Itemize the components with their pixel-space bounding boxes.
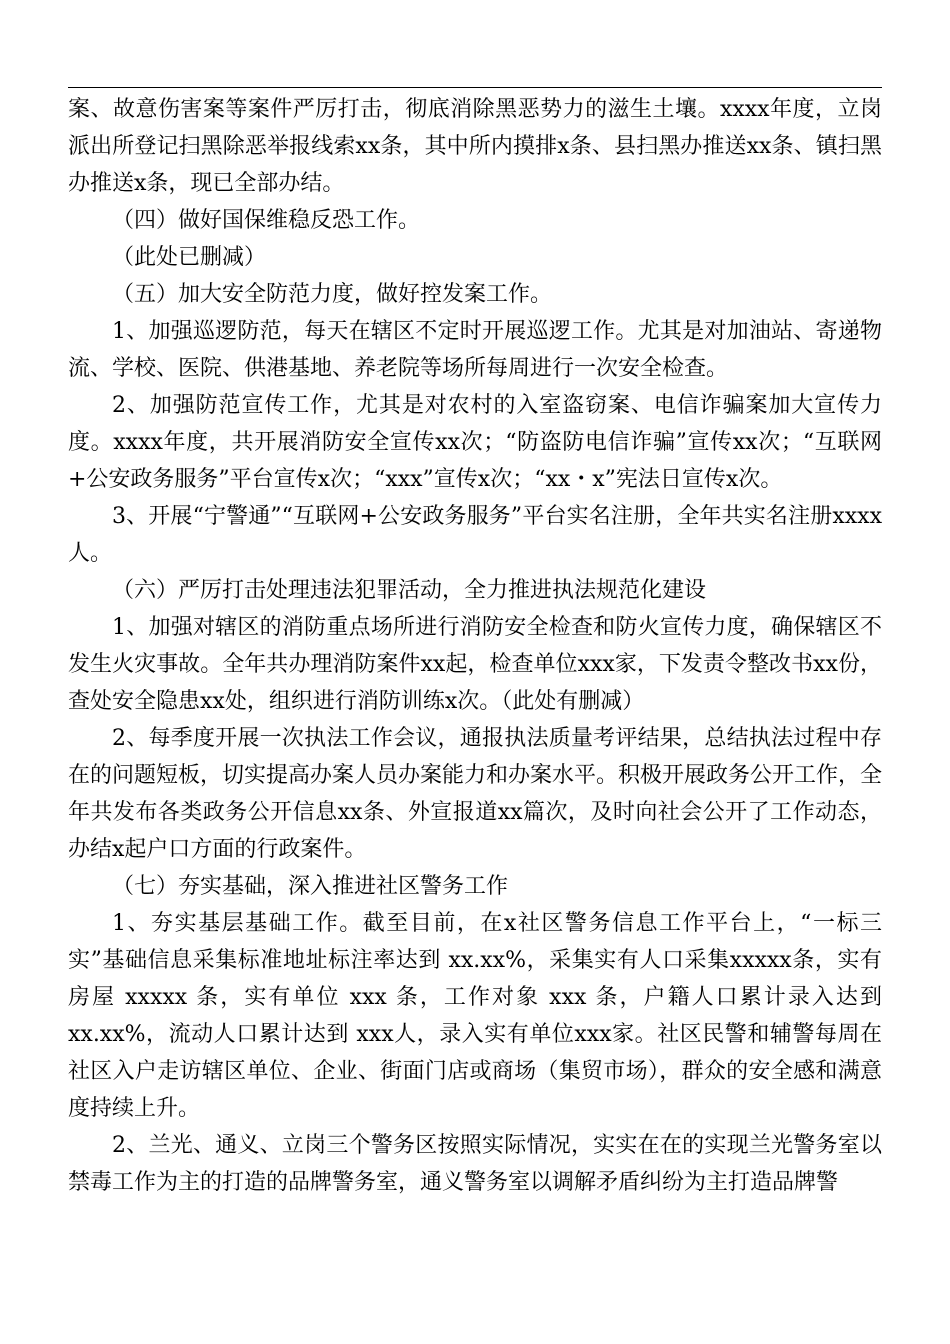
paragraph-5-1: 1、加强巡逻防范，每天在辖区不定时开展巡逻工作。尤其是对加油站、寄递物流、学校、医院、供港基地、养老院等场所每周进行一次安全检查。 <box>68 319 882 381</box>
paragraph-5-2: 2、加强防范宣传工作，尤其是对农村的入室盗窃案、电信诈骗案加大宣传力度。xxxx年度，共开展消防安全宣传xx次；“防盗防电信诈骗”宣传xx次；“互联网+公安政务服务”平台宣传x次；“xxx”宣传x次；“xx・x”宪法日宣传x次。 <box>68 393 882 492</box>
document-body <box>68 91 882 1201</box>
paragraph-7-2: 2、兰光、通义、立岗三个警务区按照实际情况，实实在在的实现兰光警务室以禁毒工作为主的打造的品牌警务室，通义警务室以调解矛盾纠纷为主打造品牌警 <box>68 1133 882 1195</box>
section-heading-5: （五）加大安全防范力度，做好控发案工作。 <box>112 282 553 307</box>
paragraph-7-1: 1、夯实基层基础工作。截至目前，在x社区警务信息工作平台上，“一标三实”基础信息采集标准地址标注率达到 xx.xx%，采集实有人口采集xxxxx条，实有房屋 xxxxx 条，实有单位 xxx 条，工作对象 xxx 条，户籍人口累计录入达到xx.xx%，流动人口累计达到 xxx人，录入实有单位xxx家。社区民警和辅警每周在社区入户走访辖区单位、企业、街面门店或商场（集贸市场），群众的安全感和满意度持续上升。 <box>68 911 882 1121</box>
section-heading-7: （七）夯实基础，深入推进社区警务工作 <box>112 874 509 899</box>
header-rule <box>68 87 882 88</box>
paragraph-continuation: 案、故意伤害案等案件严厉打击，彻底消除黑恶势力的滋生土壤。xxxx年度，立岗派出所登记扫黑除恶举报线索xx条，其中所内摸排x条、县扫黑办推送xx条、镇扫黑办推送x条，现已全部办结。 <box>68 97 882 196</box>
paragraph-5-3: 3、开展“宁警通”“互联网+公安政务服务”平台实名注册，全年共实名注册xxxx人。 <box>68 504 882 566</box>
paragraph-6-1: 1、加强对辖区的消防重点场所进行消防安全检查和防火宣传力度，确保辖区不发生火灾事故。全年共办理消防案件xx起，检查单位xxx家，下发责令整改书xx份，查处安全隐患xx处，组织进行消防训练x次。（此处有删减） <box>68 615 882 714</box>
paragraph-6-2: 2、每季度开展一次执法工作会议，通报执法质量考评结果，总结执法过程中存在的问题短板，切实提高办案人员办案能力和办案水平。积极开展政务公开工作，全年共发布各类政务公开信息xx条、外宣报道xx篇次，及时向社会公开了工作动态，办结x起户口方面的行政案件。 <box>68 726 883 862</box>
omission-note: （此处已删减） <box>112 245 267 270</box>
section-heading-4: （四）做好国保维稳反恐工作。 <box>112 208 421 233</box>
section-heading-6: （六）严厉打击处理违法犯罪活动，全力推进执法规范化建设 <box>112 578 707 603</box>
